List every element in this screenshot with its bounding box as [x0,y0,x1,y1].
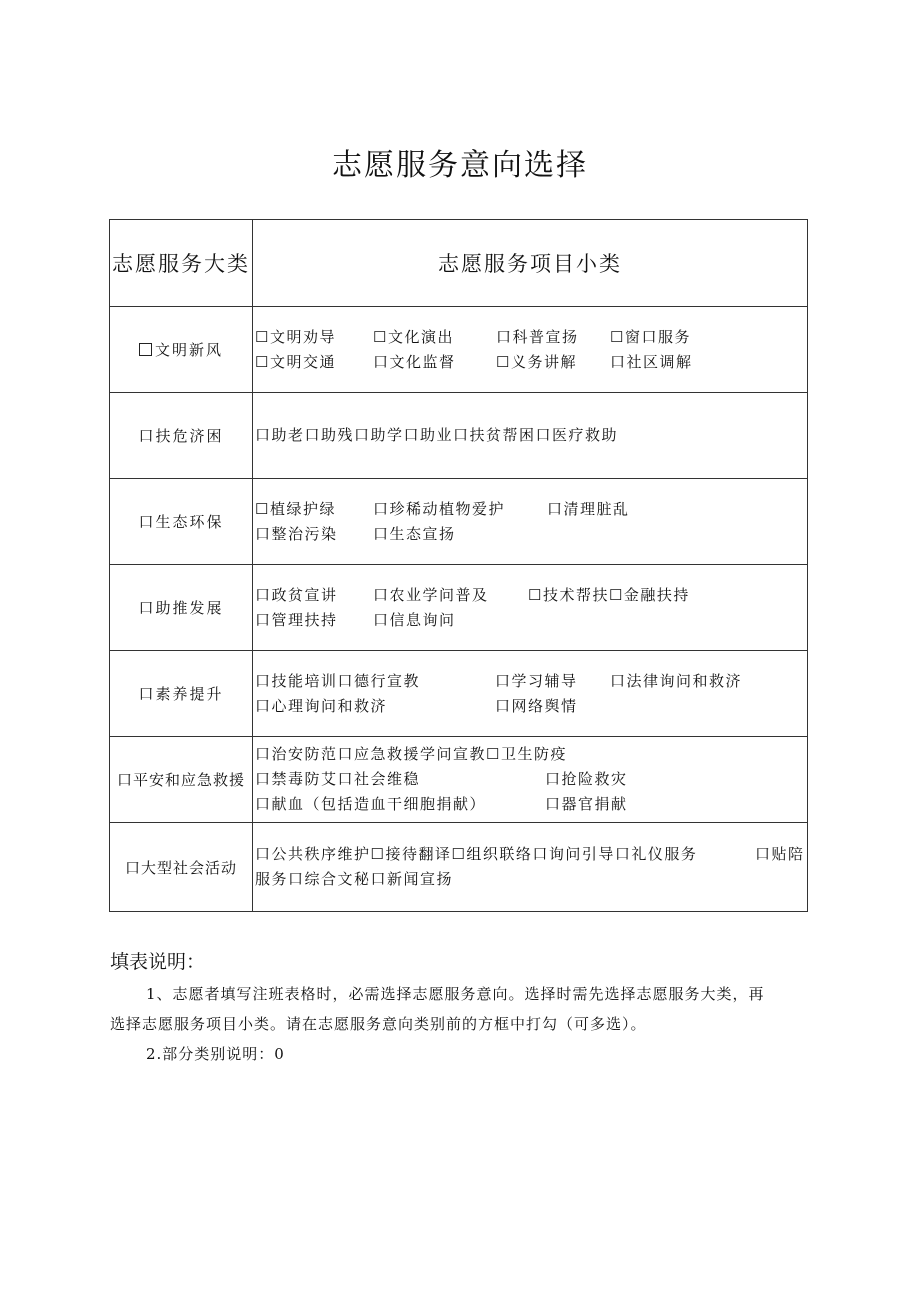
item-checkbox[interactable]: 口献血（包括造血干细胞捐献） [255,795,487,813]
item-checkbox[interactable]: 服务口综合文秘口新闻宣扬 [255,870,454,888]
item-checkbox[interactable]: 口技能培训口德行宣教 [255,671,421,690]
item-checkbox[interactable]: 口法律询问和救济 [610,671,743,690]
table-header-row [110,220,808,307]
table-row [110,479,808,565]
category-shengtai[interactable]: 口生态环保 [110,479,253,565]
table-row [110,737,808,823]
item-checkbox[interactable]: 口禁毒防艾口社会维稳 [255,770,421,788]
items-cell [253,307,808,393]
volunteer-form-table [109,219,808,912]
item-checkbox[interactable]: 口网络舆情 [495,696,578,715]
header-category: 志愿服务大类 [110,220,253,307]
category-tuijin[interactable]: 口助推发展 [110,565,253,651]
item-checkbox[interactable]: 口农业学问普及 [373,585,489,604]
note-line-2: 2.部分类别说明：0 [146,1045,285,1063]
item-checkbox[interactable]: 口器官捐献 [545,795,628,813]
item-checkbox[interactable]: 口整治污染 [255,524,338,543]
item-checkbox[interactable]: 口文化监督 [373,352,456,371]
item-checkbox[interactable]: 口学习辅导 [495,671,578,690]
item-checkbox[interactable]: ☐窗口服务 [610,327,691,346]
item-checkbox[interactable]: 口抢险救灾 [545,770,628,788]
item-checkbox[interactable]: 口珍稀动植物爱护 [373,499,506,518]
item-checkbox[interactable]: ☐植绿护绿 [255,499,336,518]
table-row [110,565,808,651]
page-title: 志愿服务意向选择 [332,148,588,183]
items-cell [253,565,808,651]
item-checkbox[interactable]: 口信息询问 [373,610,456,629]
item-checkbox[interactable]: 口管理扶持 [255,610,338,629]
table-row [110,823,808,912]
item-checkbox[interactable]: 口生态宣扬 [373,524,456,543]
table-row [110,307,808,393]
items-cell [253,651,808,737]
category-wenming[interactable] [110,307,253,393]
item-checkbox[interactable]: 口清理脏乱 [547,499,630,518]
category-fuwei[interactable]: 口扶危济困 [110,393,253,479]
category-label: 文明新风 [154,341,223,359]
category-dahuodong[interactable]: 口大型社会活动 [110,823,253,912]
item-checkbox[interactable]: 口科普宣扬 [496,327,579,346]
note-line-1-cont: 选择志愿服务项目小类。请在志愿服务意向类别前的方框中打勾（可多选）。 [110,1015,647,1033]
notes-heading: 填表说明： [110,951,206,973]
item-checkbox[interactable]: ☐义务讲解 [496,352,577,371]
item-checkbox[interactable]: ☐文明劝导 [255,327,336,346]
items-cell [253,823,808,912]
item-checkbox[interactable]: ☐文化演出 [373,327,454,346]
category-suyang[interactable]: 口素养提升 [110,651,253,737]
item-checkbox[interactable]: 口助老口助残口助学口助业口扶贫帮困口医疗救助 [255,426,619,444]
table-row [110,393,808,479]
item-checkbox[interactable]: ☐文明交通 [255,352,336,371]
items-cell [253,479,808,565]
item-checkbox[interactable]: 口社区调解 [610,352,693,371]
item-checkbox[interactable]: ☐技术帮扶☐金融扶持 [528,585,690,604]
item-checkbox[interactable]: 口心理询问和救济 [255,696,388,715]
note-line-1: 1、志愿者填写注班表格时，必需选择志愿服务意向。选择时需先选择志愿服务大类，再 [146,985,765,1003]
items-cell [253,737,808,823]
items-cell [253,393,808,479]
header-subcategory: 志愿服务项目小类 [253,220,808,307]
checkbox-icon[interactable] [139,343,152,356]
item-checkbox[interactable]: 口治安防范口应急救援学问宣教☐卫生防疫 [255,745,567,763]
item-checkbox[interactable]: 口贴陪 [755,845,805,863]
item-checkbox[interactable]: 口公共秩序维护☐接待翻译☐组织联络口询问引导口礼仪服务 [255,845,698,863]
table-row [110,651,808,737]
item-checkbox[interactable]: 口政贫宣讲 [255,585,338,604]
category-pingan[interactable]: 口平安和应急救援 [110,737,253,823]
